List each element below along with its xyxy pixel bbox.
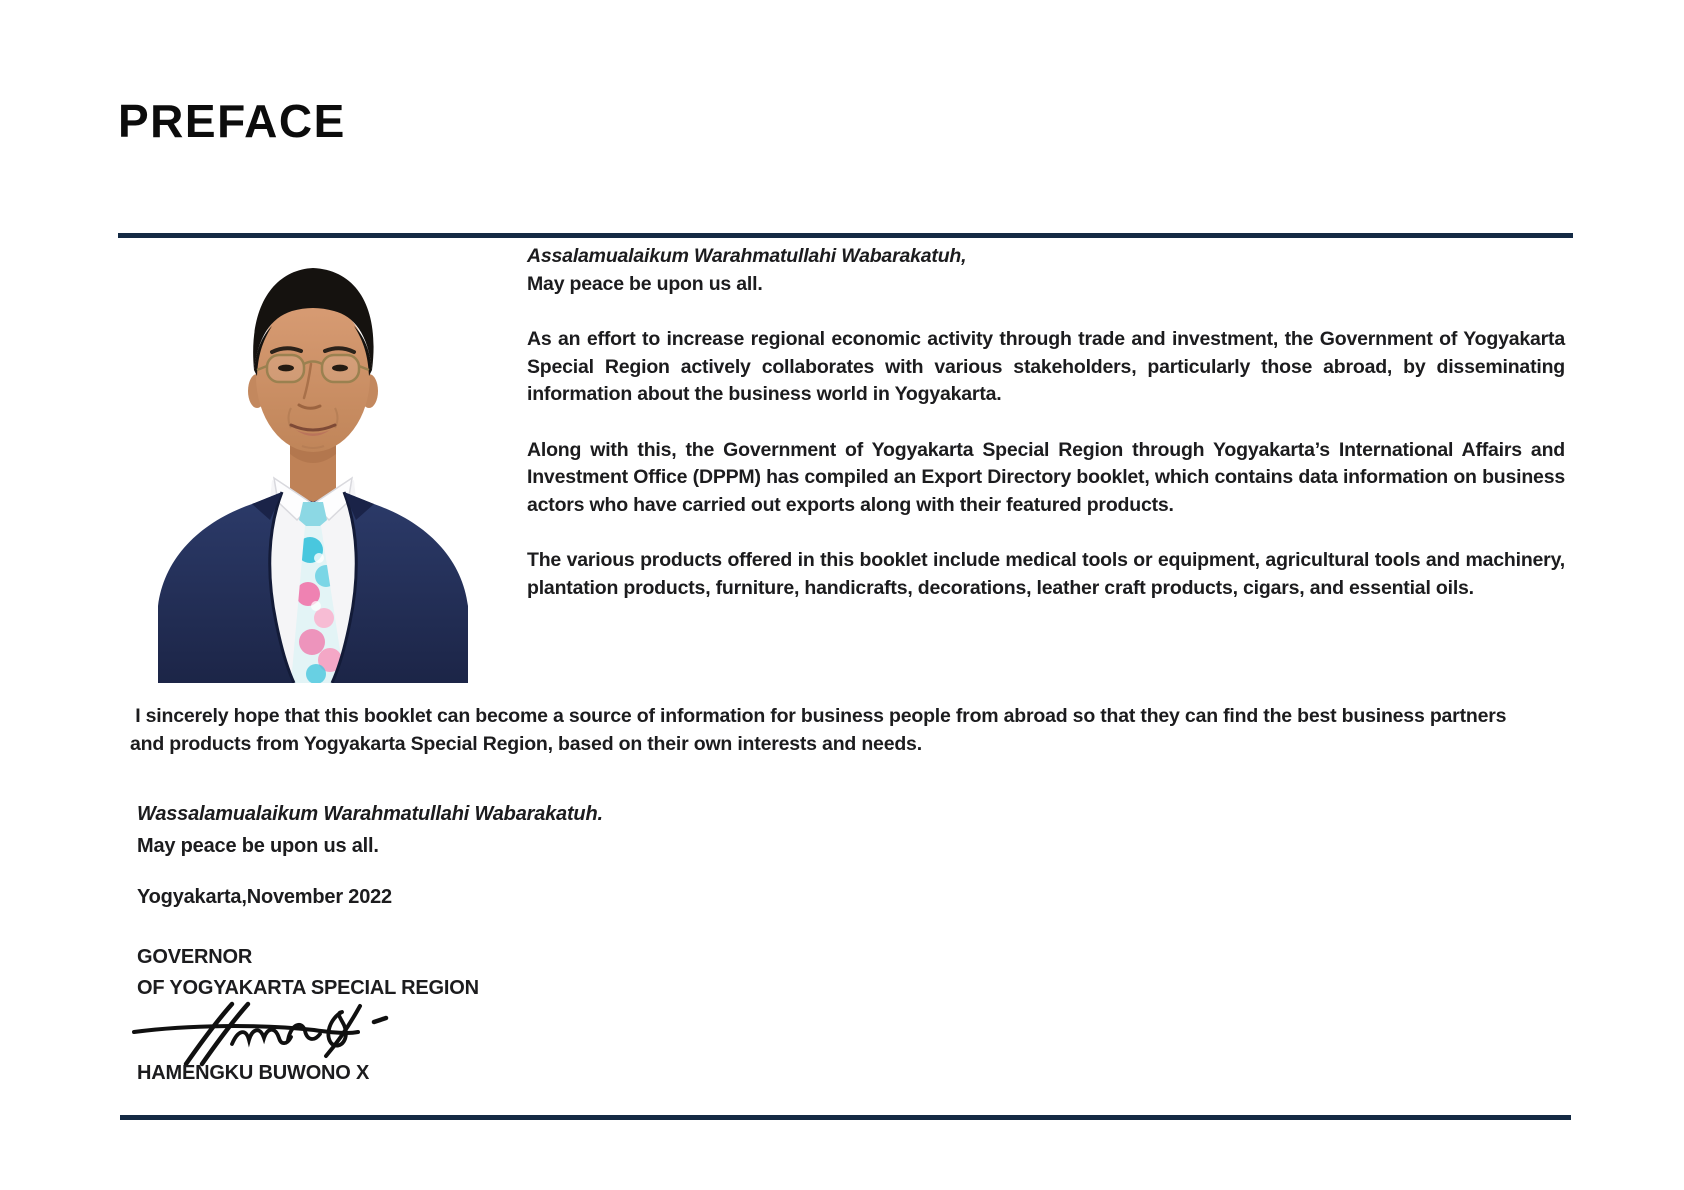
closing-salutation-translation: May peace be upon us all. bbox=[137, 835, 379, 857]
paragraph-1: As an effort to increase regional economic activity through trade and investment, the Government of Yogyakarta Special Region actively collaborates with various stakeholders, particularly those abroad, by disseminating information about the business world in Yogyakarta. bbox=[527, 328, 1565, 405]
closing-salutation-arabic: Wassalamualaikum Warahmatullahi Wabarakatuh. bbox=[137, 803, 603, 825]
signer-title-line1: GOVERNOR bbox=[137, 946, 253, 968]
paragraph-3: The various products offered in this booklet include medical tools or equipment, agricultural tools and machinery, plantation products, furniture, handicrafts, decorations, leather craft products, cigars, and essential oils. bbox=[527, 549, 1565, 599]
signature-image bbox=[128, 998, 428, 1068]
letter-body bbox=[527, 243, 1565, 630]
top-divider bbox=[118, 233, 1573, 238]
closing-salutation bbox=[137, 798, 1037, 862]
opening-salutation-arabic: Assalamualaikum Warahmatullahi Wabarakatuh, bbox=[527, 245, 967, 267]
signer-name: HAMENGKU BUWONO X bbox=[137, 1062, 370, 1084]
page-title: PREFACE bbox=[118, 95, 346, 147]
dateline: Yogyakarta,November 2022 bbox=[137, 886, 392, 908]
signer-title-line2: OF YOGYAKARTA SPECIAL REGION bbox=[137, 977, 479, 999]
governor-portrait bbox=[158, 258, 468, 683]
bottom-divider bbox=[120, 1115, 1571, 1120]
paragraph-2: Along with this, the Government of Yogyakarta Special Region through Yogyakarta’s International Affairs and Investment Office (DPPM) has compiled an Export Directory booklet, which contains data information on business actors who have carried out exports along with their featured products. bbox=[527, 438, 1565, 516]
paragraph-4: I sincerely hope that this booklet can become a source of information for business people from abroad so that they can find the best business partners and products from Yogyakarta Special Region, based on their own interests and needs. bbox=[130, 705, 1512, 755]
opening-salutation-translation: May peace be upon us all. bbox=[527, 272, 763, 295]
opening-salutation bbox=[527, 243, 1565, 298]
signer-title bbox=[137, 942, 737, 1004]
